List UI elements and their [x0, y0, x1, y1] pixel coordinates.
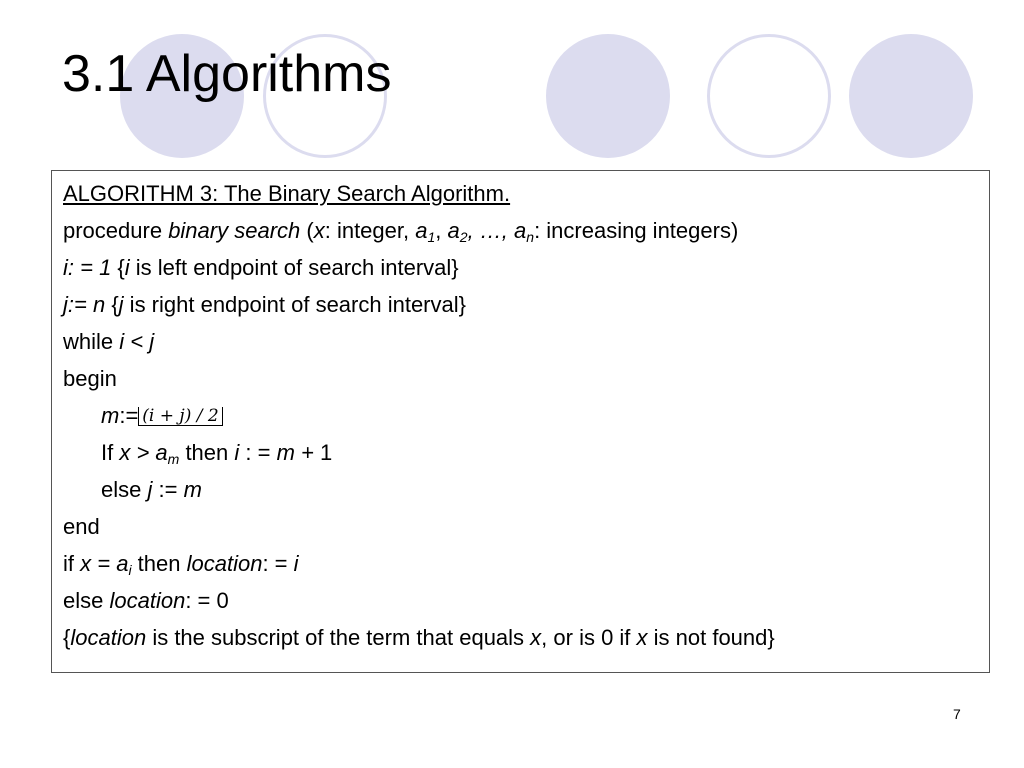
- end-line: end: [63, 514, 100, 539]
- if-compare-line: If $x > a_m$ then i : = m + 1: [101, 440, 333, 467]
- while-line: while i < j: [63, 329, 155, 354]
- slide-title: 3.1 Algorithms: [62, 45, 392, 103]
- page-number: 7: [953, 706, 961, 722]
- decorative-circle-4: [707, 34, 831, 158]
- floor-expression: (i + j) / 2: [138, 407, 222, 426]
- else-location-line: else location: = 0: [63, 588, 229, 613]
- init-i-line: i: = 1 {i is left endpoint of search interval}: [63, 255, 459, 280]
- midpoint-line: m:= (i + j) / 2: [101, 403, 223, 429]
- decorative-circle-3: [546, 34, 670, 158]
- init-j-line: j:= n {j is right endpoint of search interval}: [63, 292, 466, 317]
- begin-line: begin: [63, 366, 117, 391]
- if-found-line: if $x = a_i$ then location: = i: [63, 551, 299, 578]
- procedure-line: procedure binary search (x: integer, $a_1$, $a_2$, …, $a_n$: increasing integers): [63, 218, 739, 245]
- else-line: else j := m: [101, 477, 202, 502]
- algorithm-heading: ALGORITHM 3: The Binary Search Algorithm.: [63, 181, 511, 206]
- decorative-circle-5: [849, 34, 973, 158]
- algorithm-box: [51, 170, 990, 673]
- result-comment-line: {location is the subscript of the term that equals x, or is 0 if x is not found}: [63, 625, 775, 650]
